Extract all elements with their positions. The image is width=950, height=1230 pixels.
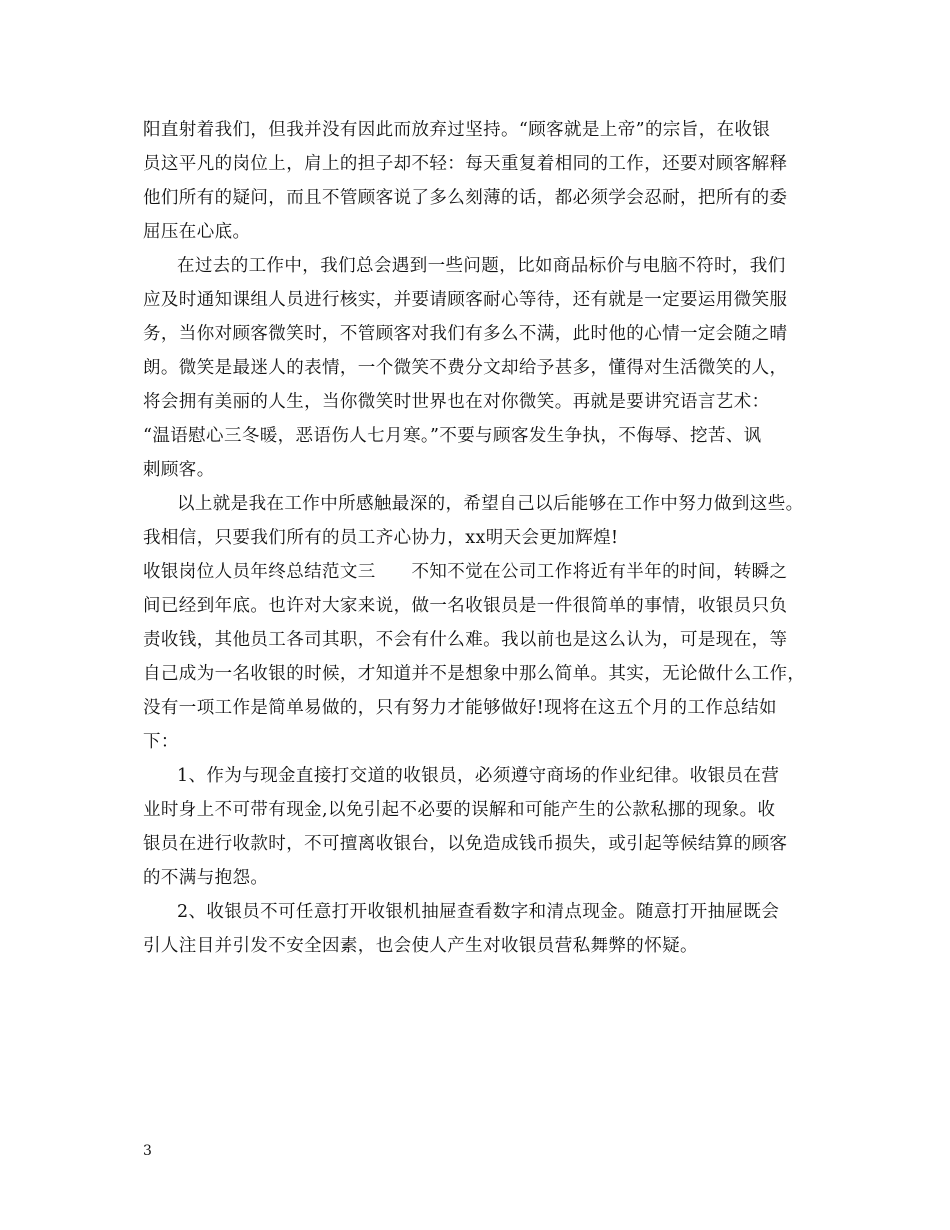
text-line: 他们所有的疑问，而且不管顾客说了多么刻薄的话，都必须学会忍耐，把所有的委 bbox=[143, 188, 788, 208]
section-heading-line: 收银岗位人员年终总结范文三 不知不觉在公司工作将近有半年的时间，转瞬之 bbox=[143, 562, 788, 582]
text-line: 没有一项工作是简单易做的，只有努力才能够做好!现将在这五个月的工作总结如 bbox=[143, 698, 777, 718]
text-line: 责收钱，其他员工各司其职，不会有什么难。我以前也是这么认为，可是现在，等 bbox=[143, 630, 788, 650]
text-line: 的不满与抱怨。 bbox=[143, 868, 269, 888]
text-line: 将会拥有美丽的人生，当你微笑时世界也在对你微笑。再就是要讲究语言艺术： bbox=[143, 392, 770, 412]
text-line: 自己成为一名收银的时候，才知道并不是想象中那么简单。其实，无论做什么工作， bbox=[143, 664, 806, 684]
text-line: 以上就是我在工作中所感触最深的，希望自己以后能够在工作中努力做到这些。 bbox=[177, 494, 804, 514]
text-line: 刺顾客。 bbox=[143, 460, 215, 480]
text-line: 引人注目并引发不安全因素，也会使人产生对收银员营私舞弊的怀疑。 bbox=[143, 936, 698, 956]
page-number: 3 bbox=[143, 1143, 152, 1159]
text-line: 屈压在心底。 bbox=[143, 222, 251, 242]
text-line: 1、作为与现金直接打交道的收银员，必须遵守商场的作业纪律。收银员在营 bbox=[177, 766, 780, 786]
text-line: 我相信，只要我们所有的员工齐心协力，xx明天会更加辉煌! bbox=[143, 528, 619, 548]
text-line: 阳直射着我们，但我并没有因此而放弃过坚持。“顾客就是上帝”的宗旨，在收银 bbox=[143, 120, 771, 140]
text-line: 应及时通知课组人员进行核实，并要请顾客耐心等待，还有就是一定要运用微笑服 bbox=[143, 290, 788, 310]
text-line: “温语慰心三冬暖，恶语伤人七月寒。”不要与顾客发生争执，不侮辱、挖苦、讽 bbox=[143, 426, 762, 446]
text-line: 朗。微笑是最迷人的表情，一个微笑不费分文却给予甚多，懂得对生活微笑的人， bbox=[143, 358, 788, 378]
text-line: 下： bbox=[143, 732, 179, 752]
text-line: 在过去的工作中，我们总会遇到一些问题，比如商品标价与电脑不符时，我们 bbox=[177, 256, 786, 276]
text-line: 业时身上不可带有现金,以免引起不必要的误解和可能产生的公款私挪的现象。收 bbox=[143, 800, 776, 820]
text-line: 员这平凡的岗位上，肩上的担子却不轻：每天重复着相同的工作，还要对顾客解释 bbox=[143, 154, 788, 174]
text-line: 2、收银员不可任意打开收银机抽屉查看数字和清点现金。随意打开抽屉既会 bbox=[177, 902, 780, 922]
text-line: 银员在进行收款时，不可擅离收银台，以免造成钱币损失，或引起等候结算的顾客 bbox=[143, 834, 788, 854]
text-line: 务，当你对顾客微笑时，不管顾客对我们有多么不满，此时他的心情一定会随之晴 bbox=[143, 324, 788, 344]
text-line: 间已经到年底。也许对大家来说，做一名收银员是一件很简单的事情，收银员只负 bbox=[143, 596, 788, 616]
